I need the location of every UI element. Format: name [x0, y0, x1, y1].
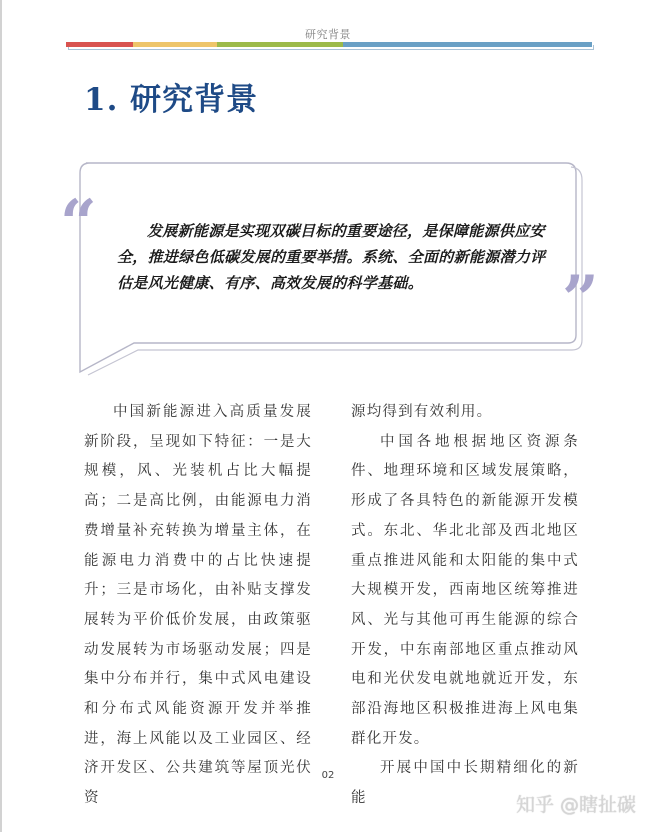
- running-header: 研究背景: [305, 28, 351, 41]
- callout-text: 发展新能源是实现双碳目标的重要途径，是保障能源供应安全，推进绿色低碳发展的重要举措。系统、全面的新能源潜力评估是风光健康、有序、高效发展的科学基础。: [117, 222, 546, 292]
- speech-bubble-outline: [0, 0, 656, 400]
- page-edge-border: [0, 0, 2, 832]
- paragraph: 中国新能源进入高质量发展新阶段，呈现如下特征：一是大规模，风、光装机占比大幅提高；二是高比例，由能源电力消费增量补充转换为增量主体，在能源电力消费中的占比快速提升；三是市场化，由补贴支撑发展转为平价低价发展，由政策驱动发展转为市场驱动发展；四是集中分布并行，集中式风电建设和分布式风能资源开发并举推进，海上风能以及工业园区、经济开发区、公共建筑等屋顶光伏资: [84, 404, 312, 807]
- open-quote-icon: “: [60, 186, 97, 261]
- close-quote-icon: ”: [562, 262, 599, 337]
- page-title: 1. 研究背景: [84, 82, 259, 118]
- color-bar-yellow: [133, 42, 217, 47]
- color-bar-green: [217, 42, 343, 47]
- page-number: 02: [321, 770, 335, 781]
- color-bar: [66, 42, 592, 47]
- body-column-left: [84, 398, 312, 814]
- color-bar-blue: [343, 42, 592, 47]
- color-bar-red: [66, 42, 133, 47]
- paragraph: 中国各地根据地区资源条件、地理环境和区域发展策略，形成了各具特色的新能源开发模式。东北、华北北部及西北地区重点推进风能和太阳能的集中式大规模开发，西南地区统筹推进风、光与其他可再生能源的综合开发，中东南部地区重点推动风电和光伏发电就地就近开发，东部沿海地区积极推进海上风电集群化开发。: [351, 433, 579, 747]
- body-column-right: [351, 398, 579, 814]
- paragraph: 源均得到有效利用。: [351, 404, 493, 420]
- paragraph: 开展中国中长期精细化的新能: [351, 760, 579, 807]
- watermark: 知乎 @瞎扯碳: [516, 794, 637, 816]
